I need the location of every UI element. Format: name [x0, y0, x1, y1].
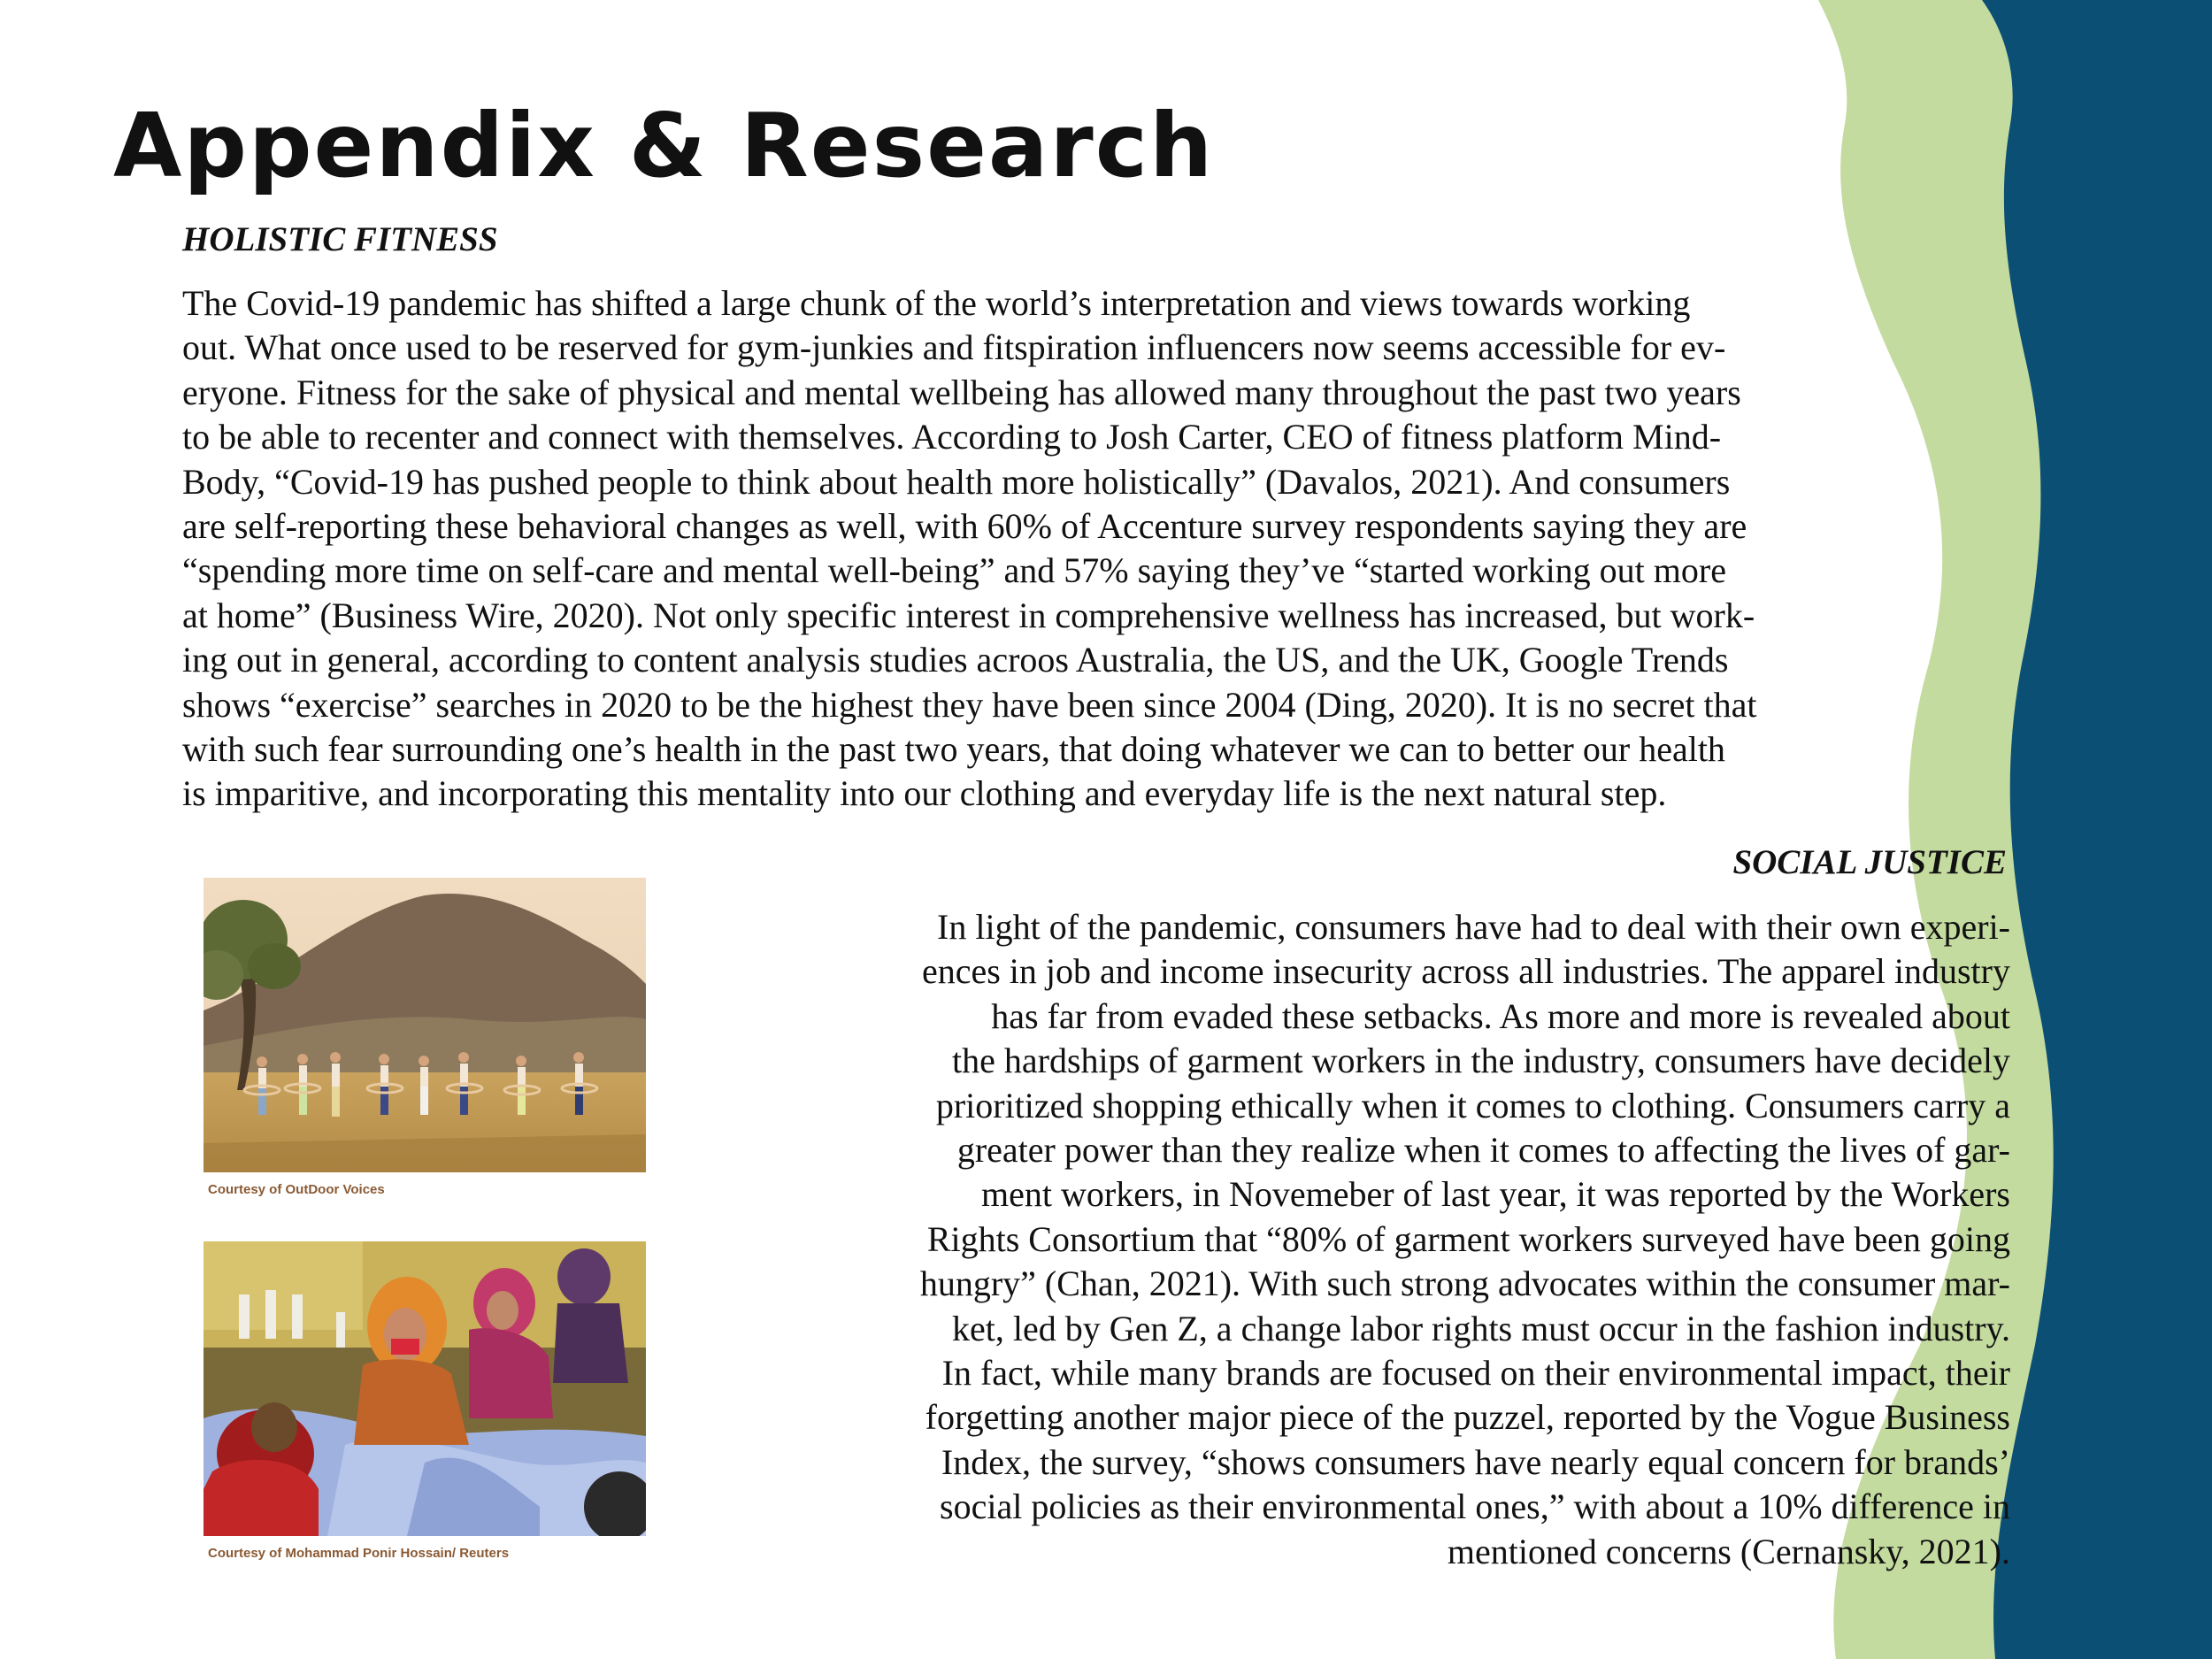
paragraph-line: shows “exercise” searches in 2020 to be the highest they have been since 2004 (Ding, 2020). It is no secret that: [182, 684, 1757, 725]
paragraph-line: greater power than they realize when it comes to affecting the lives of gar-: [956, 1130, 2010, 1171]
paragraph-line: Body, “Covid-19 has pushed people to think about health more holistically” (Davalos, 2021). And consumers: [182, 461, 1731, 502]
paragraph-line: the hardships of garment workers in the industry, consumers have decidely: [952, 1041, 2010, 1081]
paragraph-line: “spending more time on self-care and mental well-being” and 57% saying they’ve “started working out more: [182, 550, 1726, 591]
paragraph-line: The Covid-19 pandemic has shifted a large chunk of the world’s interpretation and views towards working: [182, 283, 1691, 323]
paragraph-line: prioritized shopping ethically when it comes to clothing. Consumers carry a: [935, 1085, 2010, 1125]
garment-workers-photo: [204, 1241, 646, 1536]
paragraph-line: has far from evaded these setbacks. As more and more is revealed about: [991, 995, 2010, 1036]
outdoor-fitness-photo: [204, 878, 646, 1172]
paragraph-line: is imparitive, and incorporating this mentality into our clothing and everyday life is the next natural step.: [182, 773, 1667, 814]
paragraph-line: at home” (Business Wire, 2020). Not only specific interest in comprehensive wellness has increased, but work-: [182, 595, 1755, 635]
section-heading-holistic-fitness: HOLISTIC FITNESS: [182, 220, 498, 258]
paragraph-line: eryone. Fitness for the sake of physical and mental wellbeing has allowed many throughout the past two years: [182, 372, 1741, 412]
paragraph-line: Index, the survey, “shows consumers have nearly equal concern for brands’: [941, 1441, 2010, 1482]
paragraph-line: ing out in general, according to content analysis studies acroos Australia, the US, and the UK, Google Trends: [182, 640, 1729, 680]
page-title: Appendix & Research: [113, 94, 1215, 197]
social-justice-paragraph: [727, 905, 2010, 1574]
paragraph-line: out. What once used to be reserved for gym-junkies and fitspiration influencers now seems accessible for ev-: [182, 327, 1726, 368]
paragraph-line: with such fear surrounding one’s health in the past two years, that doing whatever we can to better our health: [182, 729, 1725, 770]
paragraph-line: Rights Consortium that “80% of garment workers surveyed have been going: [926, 1218, 2010, 1259]
photo-caption: Courtesy of OutDoor Voices: [208, 1182, 385, 1197]
paragraph-line: ket, led by Gen Z, a change labor rights must occur in the fashion industry.: [952, 1308, 2010, 1348]
paragraph-line: mentioned concerns (Cernansky, 2021).: [1447, 1531, 2010, 1571]
paragraph-line: ences in job and income insecurity across all industries. The apparel industry: [921, 951, 2010, 992]
paragraph-line: hungry” (Chan, 2021). With such strong advocates within the consumer mar-: [919, 1263, 2010, 1304]
section-heading-social-justice: SOCIAL JUSTICE: [1732, 843, 2007, 881]
paragraph-line: are self-reporting these behavioral changes as well, with 60% of Accenture survey respondents saying they are: [182, 506, 1747, 547]
photo-caption: Courtesy of Mohammad Ponir Hossain/ Reuters: [208, 1546, 510, 1561]
paragraph-line: ment workers, in Novemeber of last year, it was reported by the Workers: [981, 1174, 2010, 1215]
paragraph-line: forgetting another major piece of the puzzel, reported by the Vogue Business: [925, 1397, 2010, 1438]
holistic-fitness-paragraph: [182, 281, 2023, 817]
paragraph-line: In light of the pandemic, consumers have had to deal with their own experi-: [937, 907, 2010, 947]
paragraph-line: In fact, while many brands are focused on their environmental impact, their: [941, 1353, 2010, 1394]
paragraph-line: to be able to recenter and connect with themselves. According to Josh Carter, CEO of fitness platform Mind-: [182, 417, 1722, 457]
paragraph-line: social policies as their environmental ones,” with about a 10% difference in: [940, 1486, 2010, 1527]
